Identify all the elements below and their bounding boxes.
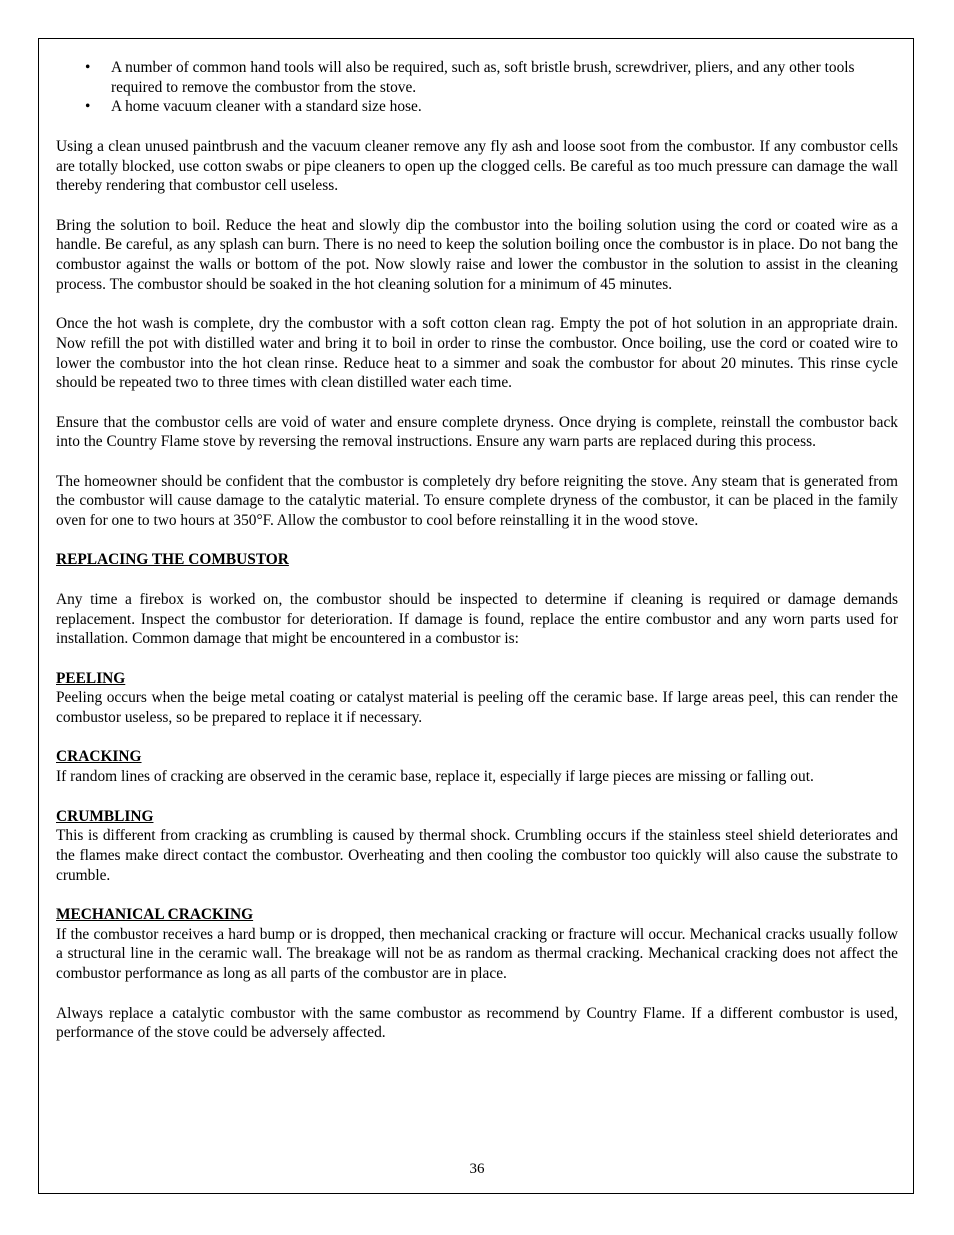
paragraph-mechanical-cracking: If the combustor receives a hard bump or is dropped, then mechanical cracking or fracture will occur. Mechanical cracks usually follow a structural line in the ceramic wall. The breakage will not be as random as thermal cracking. Mechanical cracking does not affect the combustor performance as long as all parts of the combustor are in place. — [56, 925, 898, 983]
paragraph-dryness: Ensure that the combustor cells are void of water and ensure complete dryness. Once drying is complete, reinstall the combustor back into the Country Flame stove by reversing the removal instructions. Ensure any warn parts are replaced during this process. — [56, 413, 898, 451]
page-content — [56, 58, 898, 1043]
paragraph-crumbling: This is different from cracking as crumbling is caused by thermal shock. Crumbling occurs if the stainless steel shield deteriorates and the flames make direct contact the combustor. Overheating and then cooling the combustor too quickly will also cause the substrate to crumble. — [56, 827, 898, 884]
paragraph-replacing: Any time a firebox is worked on, the combustor should be inspected to determine if cleaning is required or damage demands replacement. Inspect the combustor for deterioration. If damage is found, replace the entire combustor and any worn parts used for installation. Common damage that might be encountered in a combustor is: — [56, 590, 898, 648]
heading-mechanical-cracking: MECHANICAL CRACKING — [56, 906, 254, 924]
page-number: 36 — [469, 1161, 485, 1177]
heading-peeling: PEELING — [56, 669, 126, 687]
heading-replacing: REPLACING THE COMBUSTOR — [56, 551, 289, 569]
paragraph-rinse: Once the hot wash is complete, dry the combustor with a soft cotton clean rag. Empty the pot of hot solution in an appropriate drain. Now refill the pot with distilled water and bring it to boil in order to rinse the combustor. Once boiling, use the cord or coated wire to lower the combustor into the hot clean rinse. Reduce heat to a simmer and soak the combustor for about 20 minutes. This rinse cycle should be repeated two to three times with clean distilled water each time. — [56, 315, 898, 392]
heading-cracking: CRACKING — [56, 748, 142, 766]
paragraph-boil-solution: Bring the solution to boil. Reduce the heat and slowly dip the combustor into the boiling solution using the cord or coated wire as a handle. Be careful, as any splash can burn. There is no need to keep the solution boiling once the combustor is in place. Do not bang the combustor against the walls or bottom of the pot. Now slowly raise and lower the combustor in the solution to assist in the cleaning process. The combustor should be soaked in the hot cleaning solution for a minimum of 45 minutes. — [56, 216, 898, 293]
paragraph-cracking: If random lines of cracking are observed in the ceramic base, replace it, especially if large pieces are missing or falling out. — [56, 768, 814, 786]
paragraph-confident-dry: The homeowner should be confident that the combustor is completely dry before reigniting the stove. Any steam that is generated from the combustor will cause damage to the catalytic material. To ensure complete dryness of the combustor, it can be placed in the family oven for one to two hours at 350°F. Allow the combustor to cool before reinstalling it in the wood stove. — [56, 472, 898, 530]
heading-crumbling: CRUMBLING — [56, 807, 154, 825]
paragraph-peeling: Peeling occurs when the beige metal coating or catalyst material is peeling off the ceramic base. If large areas peel, this can render the combustor useless, so be prepared to replace it if necessary. — [56, 689, 898, 727]
paragraph-cleaning-brush: Using a clean unused paintbrush and the vacuum cleaner remove any fly ash and loose soot from the combustor. If any combustor cells are totally blocked, use cotton swabs or pipe cleaners to open up the clogged cells. Be careful as too much pressure can damage the wall thereby rendering that combustor cell useless. — [56, 137, 898, 195]
tools-list — [56, 58, 898, 117]
paragraph-closing: Always replace a catalytic combustor with the same combustor as recommend by Country Flame. If a different combustor is used, performance of the stove could be adversely affected. — [56, 1004, 898, 1042]
list-item: • A home vacuum cleaner with a standard size hose. — [111, 97, 898, 117]
list-item: • A number of common hand tools will also be required, such as, soft bristle brush, screwdriver, pliers, and any other tools required to remove the combustor from the stove. — [111, 58, 898, 97]
